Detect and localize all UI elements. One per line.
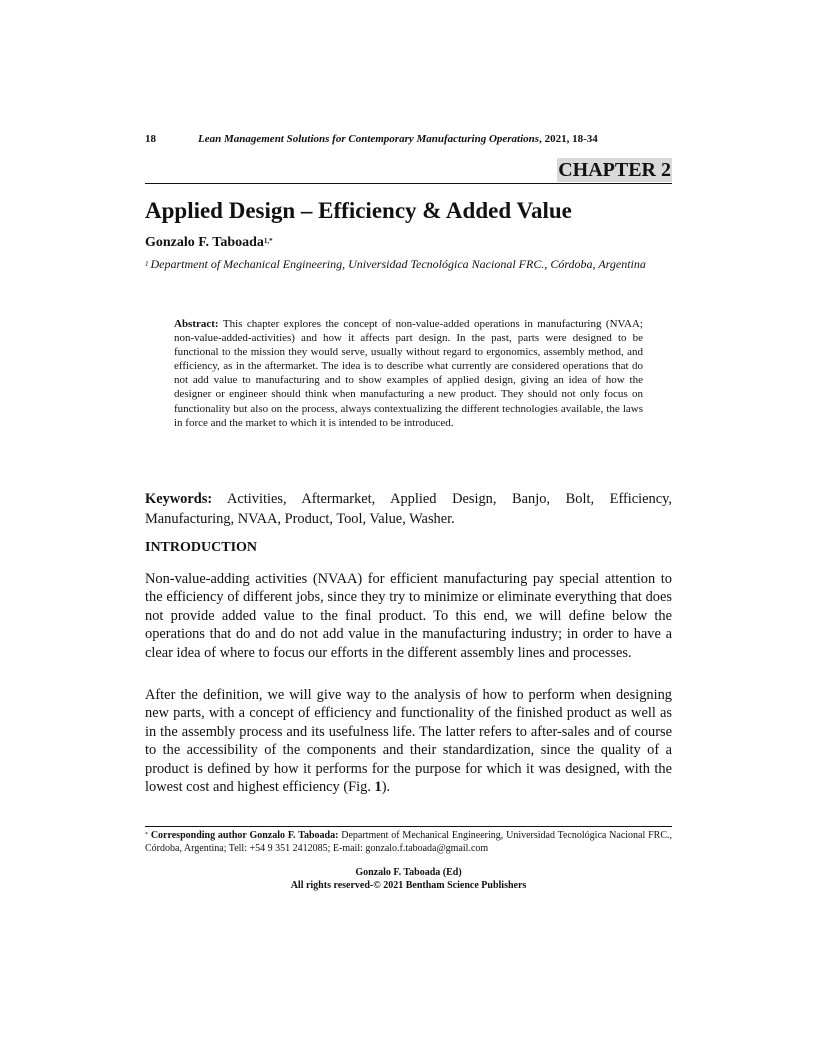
paragraph-2-text: After the definition, we will give way to the analysis of how to perform when designing new parts, with a concept of efficiency and functionality of the finished product as well as in the assembly process and its usefulness life. The latter refers to after-sales and of course to the accessibility of the components and their standardization, since the quality of a product is defined by how it performs for the purpose for which it was designed, with the lowest cost and highest efficiency (Fig.	[145, 687, 672, 796]
footnote-label: Corresponding author Gonzalo F. Taboada:	[150, 830, 339, 841]
section-heading: INTRODUCTION	[145, 540, 258, 555]
paragraph-2	[145, 686, 672, 796]
keywords-text: Activities, Aftermarket, Applied Design, Banjo, Bolt, Efficiency, Manufacturing, NVAA, Product, Tool, Value, Washer.	[145, 491, 672, 527]
paragraph-2-end: ).	[381, 779, 391, 796]
editor-line: Gonzalo F. Taboada (Ed)	[355, 867, 462, 878]
paragraph-1: Non-value-adding activities (NVAA) for efficient manufacturing pay special attention to the efficiency of different jobs, since they try to minimize or eliminate everything that does not provide added value to the final product. To this end, we will define below the operations that do and do not add value in the manufacturing industry; in order to have a clear idea of where to focus our efforts in the different assembly lines and processes.	[145, 571, 672, 661]
citation-details: , 2021, 18-34	[539, 133, 598, 145]
rights-line: All rights reserved-© 2021 Bentham Science Publishers	[290, 880, 527, 891]
author	[145, 234, 273, 252]
publisher-info	[145, 866, 672, 892]
chapter-title: Applied Design – Efficiency & Added Value	[145, 198, 572, 223]
abstract-label: Abstract:	[174, 318, 219, 330]
affiliation-text: Department of Mechanical Engineering, Universidad Tecnológica Nacional FRC., Córdoba, Argentina	[150, 257, 646, 271]
affiliation	[145, 257, 672, 272]
abstract-text: This chapter explores the concept of non-value-added operations in manufacturing (NVAA; non-value-added-activities) and how it affects part design. In the past, parts were designed to be functional to the mission they would serve, usually without regard to ergonomics, assembly method, and efficiency, as in the aftermarket. The idea is to describe what currently are considered operations that do not add value to manufacturing and to show examples of applied design, giving an idea of how the designer or engineer should think when manufacturing a new product. They should not only focus on functionality but also on the process, always contextualizing the different technologies available, the laws in force and the market to which it is intended to be introduced.	[174, 318, 643, 429]
footnote-rule	[145, 826, 672, 827]
chapter-label: CHAPTER 2	[558, 159, 671, 181]
footnote-marker: *	[145, 832, 148, 838]
keywords	[145, 489, 672, 529]
footnote	[145, 829, 672, 855]
abstract	[174, 317, 643, 430]
footnote-text: Department of Mechanical Engineering, Universidad Tecnológica Nacional FRC., Córdoba, Argentina; Tell: +54 9 351 2412085; E-mail: gonzalo.f.taboada@gmail.com	[145, 830, 672, 854]
affiliation-superscript: 1	[145, 260, 149, 268]
figure-reference-link[interactable]: 1	[374, 779, 382, 796]
chapter-rule	[145, 158, 672, 184]
author-superscript: 1,*	[263, 237, 273, 245]
keywords-label: Keywords:	[145, 491, 213, 507]
journal-title: Lean Management Solutions for Contemporary Manufacturing Operations	[198, 133, 540, 145]
page-number: 18	[145, 133, 156, 145]
journal-citation	[198, 133, 598, 146]
author-name: Gonzalo F. Taboada	[145, 235, 264, 250]
